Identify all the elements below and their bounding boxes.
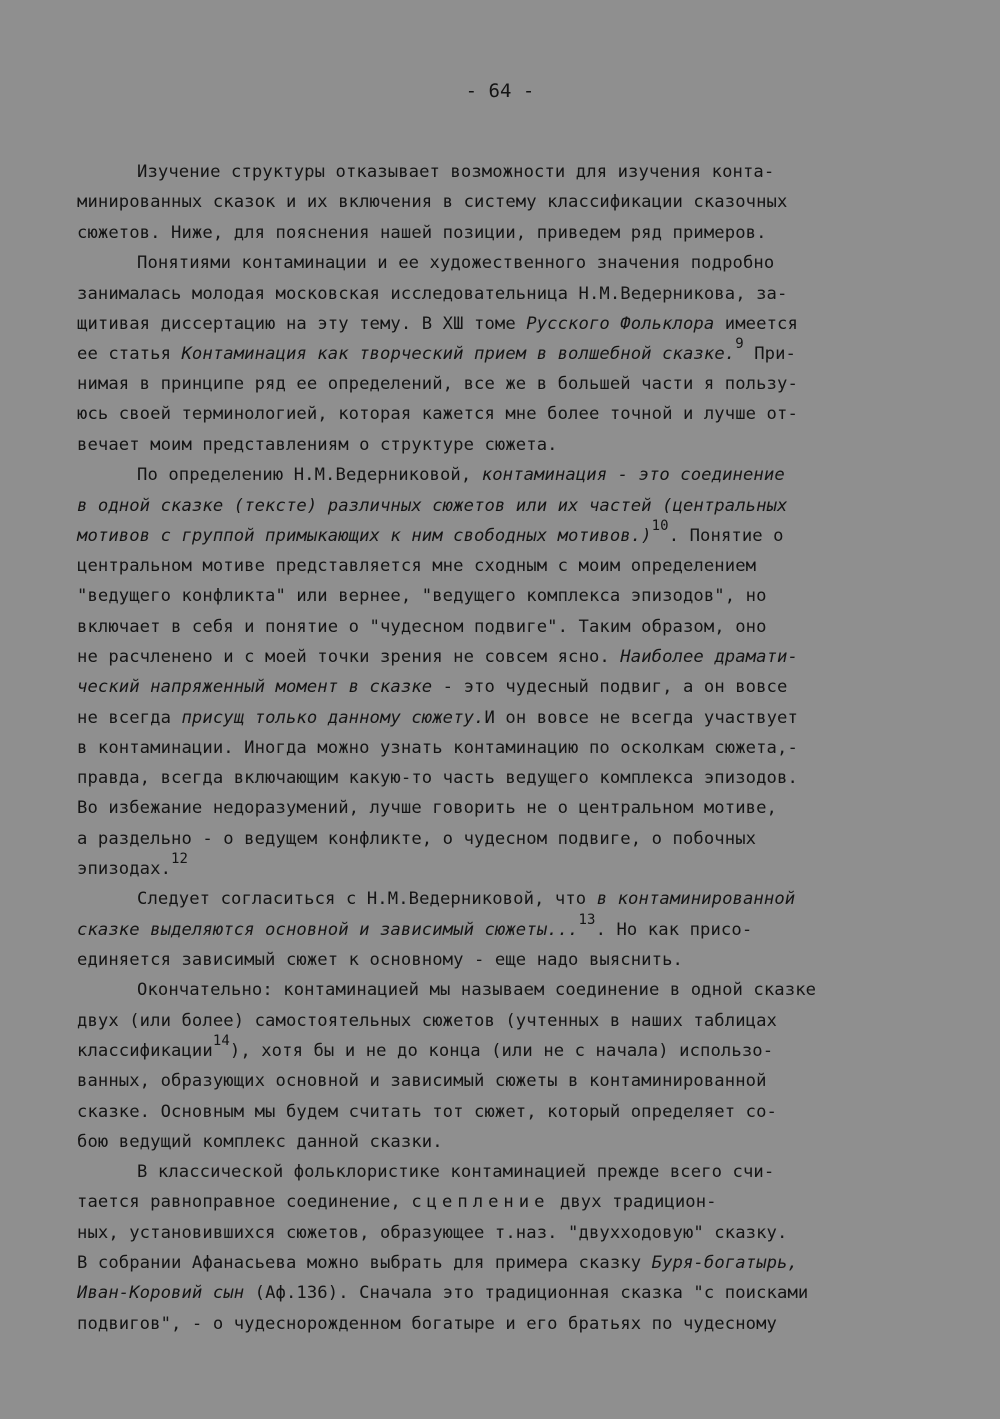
text-span: сюжетов. Ниже, для пояснения нашей позиции, приведем ряд примеров. xyxy=(77,223,767,243)
text-span: двух традицион- xyxy=(549,1192,717,1212)
text-line xyxy=(77,282,787,306)
text-line xyxy=(137,978,816,1002)
text-span: не расчленено и с моей точки зрения не совсем ясно. xyxy=(77,647,621,667)
text-span: единяется зависимый сюжет к основному - еще надо выяснить. xyxy=(77,950,683,970)
italic-quote: контаминация - это соединение xyxy=(481,465,785,485)
text-line xyxy=(77,1281,808,1305)
text-span: ), хотя бы и не до конца (или не с начала) использо- xyxy=(229,1041,774,1061)
text-line xyxy=(77,1312,777,1336)
text-span: двух (или более) самостоятельных сюжетов (учтенных в наших таблицах xyxy=(77,1011,777,1031)
italic-quote: в контаминированной xyxy=(596,889,796,909)
text-line xyxy=(77,796,777,820)
text-line xyxy=(77,1251,798,1275)
text-line xyxy=(77,433,558,457)
text-span: вечает моим представлениям о структуре сюжета. xyxy=(77,435,558,455)
text-line xyxy=(137,251,774,275)
italic-title: Контаминация как творческий прием в волшебной сказке. xyxy=(181,344,736,364)
text-line xyxy=(77,1100,777,1124)
text-line xyxy=(137,887,795,911)
text-line xyxy=(77,372,798,396)
footnote-ref: 12 xyxy=(171,851,189,867)
text-span: центральном мотиве представляется мне сходным с моим определением xyxy=(77,556,757,576)
text-line xyxy=(77,615,767,639)
text-line xyxy=(77,221,767,245)
text-line xyxy=(77,518,784,549)
text-span: щитивая диссертацию на эту тему. В ХШ томе xyxy=(77,314,527,334)
italic-quote: в одной сказке (тексте) различных сюжетов или их частей (центральных xyxy=(77,496,788,516)
text-span: в контаминации. Иногда можно узнать контаминацию по осколкам сюжета,- xyxy=(77,738,798,758)
text-line xyxy=(77,912,753,943)
text-span: Во избежание недоразумений, лучше говорить не о центральном мотиве, xyxy=(77,798,777,818)
text-span: нимая в принципе ряд ее определений, все же в большей части я пользу- xyxy=(77,374,798,394)
text-line xyxy=(77,851,189,882)
text-span: имеется xyxy=(714,314,798,334)
text-span: включает в себя и понятие о "чудесном подвиге". Таким образом, оно xyxy=(77,617,767,637)
text-line xyxy=(77,766,798,790)
text-line xyxy=(77,948,683,972)
text-line xyxy=(137,160,774,184)
text-line xyxy=(77,1033,774,1064)
text-line xyxy=(77,645,798,669)
footnote-ref: 9 xyxy=(735,336,744,352)
text-span: Следует согласиться с Н.М.Ведерниковой, что xyxy=(137,889,597,909)
text-line xyxy=(77,554,756,578)
text-span: бою ведущий комплекс данной сказки. xyxy=(77,1132,443,1152)
text-span: В классической фольклористике контаминацией прежде всего счи- xyxy=(137,1162,775,1182)
text-span: Окончательно: контаминацией мы называем соединение в одной сказке xyxy=(137,980,817,1000)
text-span: занималась молодая московская исследовательница Н.М.Ведерникова, за- xyxy=(77,284,788,304)
footnote-ref: 13 xyxy=(578,912,596,928)
italic-quote: сказке выделяются основной и зависимый сюжеты... xyxy=(77,920,579,940)
page-number: - 64 - xyxy=(465,80,535,102)
text-line xyxy=(77,494,787,518)
text-span: минированных сказок и их включения в систему классификации сказочных xyxy=(77,192,788,212)
text-line xyxy=(77,675,787,699)
text-line xyxy=(77,402,798,426)
italic-quote: мотивов с группой примыкающих к ним свободных мотивов.) xyxy=(77,526,652,546)
text-span: подвигов", - о чудеснорожденном богатыре и его братьях по чудесному xyxy=(77,1314,777,1334)
text-span: Понятиями контаминации и ее художественного значения подробно xyxy=(137,253,775,273)
text-span: юсь своей терминологией, которая кажется мне более точной и лучше от- xyxy=(77,404,798,424)
text-line xyxy=(77,1009,777,1033)
italic-title: Иван-Коровий сын xyxy=(77,1283,245,1303)
italic-text: присущ только данному сюжету. xyxy=(181,708,485,728)
italic-title: Буря-богатырь, xyxy=(651,1253,798,1273)
text-span: не всегда xyxy=(77,708,182,728)
text-span: . Понятие о xyxy=(668,526,784,546)
text-span: - это чудесный подвиг, а он вовсе xyxy=(432,677,788,697)
text-line xyxy=(77,190,787,214)
text-line xyxy=(77,1069,767,1093)
text-span: тается равноправное соединение, xyxy=(77,1192,412,1212)
text-span: И он вовсе не всегда участвует xyxy=(484,708,798,728)
text-span: (Аф.136). Сначала это традиционная сказка "с поисками xyxy=(244,1283,809,1303)
text-span: ванных, образующих основной и зависимый сюжеты в контаминированной xyxy=(77,1071,767,1091)
text-line xyxy=(77,1221,787,1245)
text-line xyxy=(77,312,798,336)
text-span: эпизодах. xyxy=(77,859,172,879)
text-span: Изучение структуры отказывает возможности для изучения конта- xyxy=(137,162,775,182)
italic-text: ческий напряженный момент в сказке xyxy=(77,677,433,697)
text-line xyxy=(77,1130,443,1154)
text-span: правда, всегда включающим какую-то часть ведущего комплекса эпизодов. xyxy=(77,768,798,788)
text-span: сказке. Основным мы будем считать тот сюжет, который определяет со- xyxy=(77,1102,777,1122)
text-line xyxy=(77,584,767,608)
text-line xyxy=(77,1190,717,1214)
text-line xyxy=(77,336,796,367)
text-span: По определению Н.М.Ведерниковой, xyxy=(137,465,482,485)
text-span: В собрании Афанасьева можно выбрать для примера сказку xyxy=(77,1253,652,1273)
text-line xyxy=(137,1160,774,1184)
footnote-ref: 14 xyxy=(212,1033,230,1049)
text-line xyxy=(77,706,798,730)
text-span: ных, установившихся сюжетов, образующее т.наз. "двухходовую" сказку. xyxy=(77,1223,788,1243)
text-span: "ведущего конфликта" или вернее, "ведущего комплекса эпизодов", но xyxy=(77,586,767,606)
italic-title: Русского Фольклора xyxy=(526,314,715,334)
footnote-ref: 10 xyxy=(651,518,669,534)
spaced-emphasis: сцепление xyxy=(411,1192,550,1212)
text-span: а раздельно - о ведущем конфликте, о чудесном подвиге, о побочных xyxy=(77,829,757,849)
text-span: При- xyxy=(743,344,796,364)
text-line xyxy=(77,736,798,760)
text-span: классификации xyxy=(77,1041,213,1061)
italic-text: Наиболее драмати- xyxy=(620,647,798,667)
text-span: ее статья xyxy=(77,344,182,364)
text-line xyxy=(137,463,785,487)
text-span: . Но как присо- xyxy=(595,920,753,940)
text-line xyxy=(77,827,756,851)
